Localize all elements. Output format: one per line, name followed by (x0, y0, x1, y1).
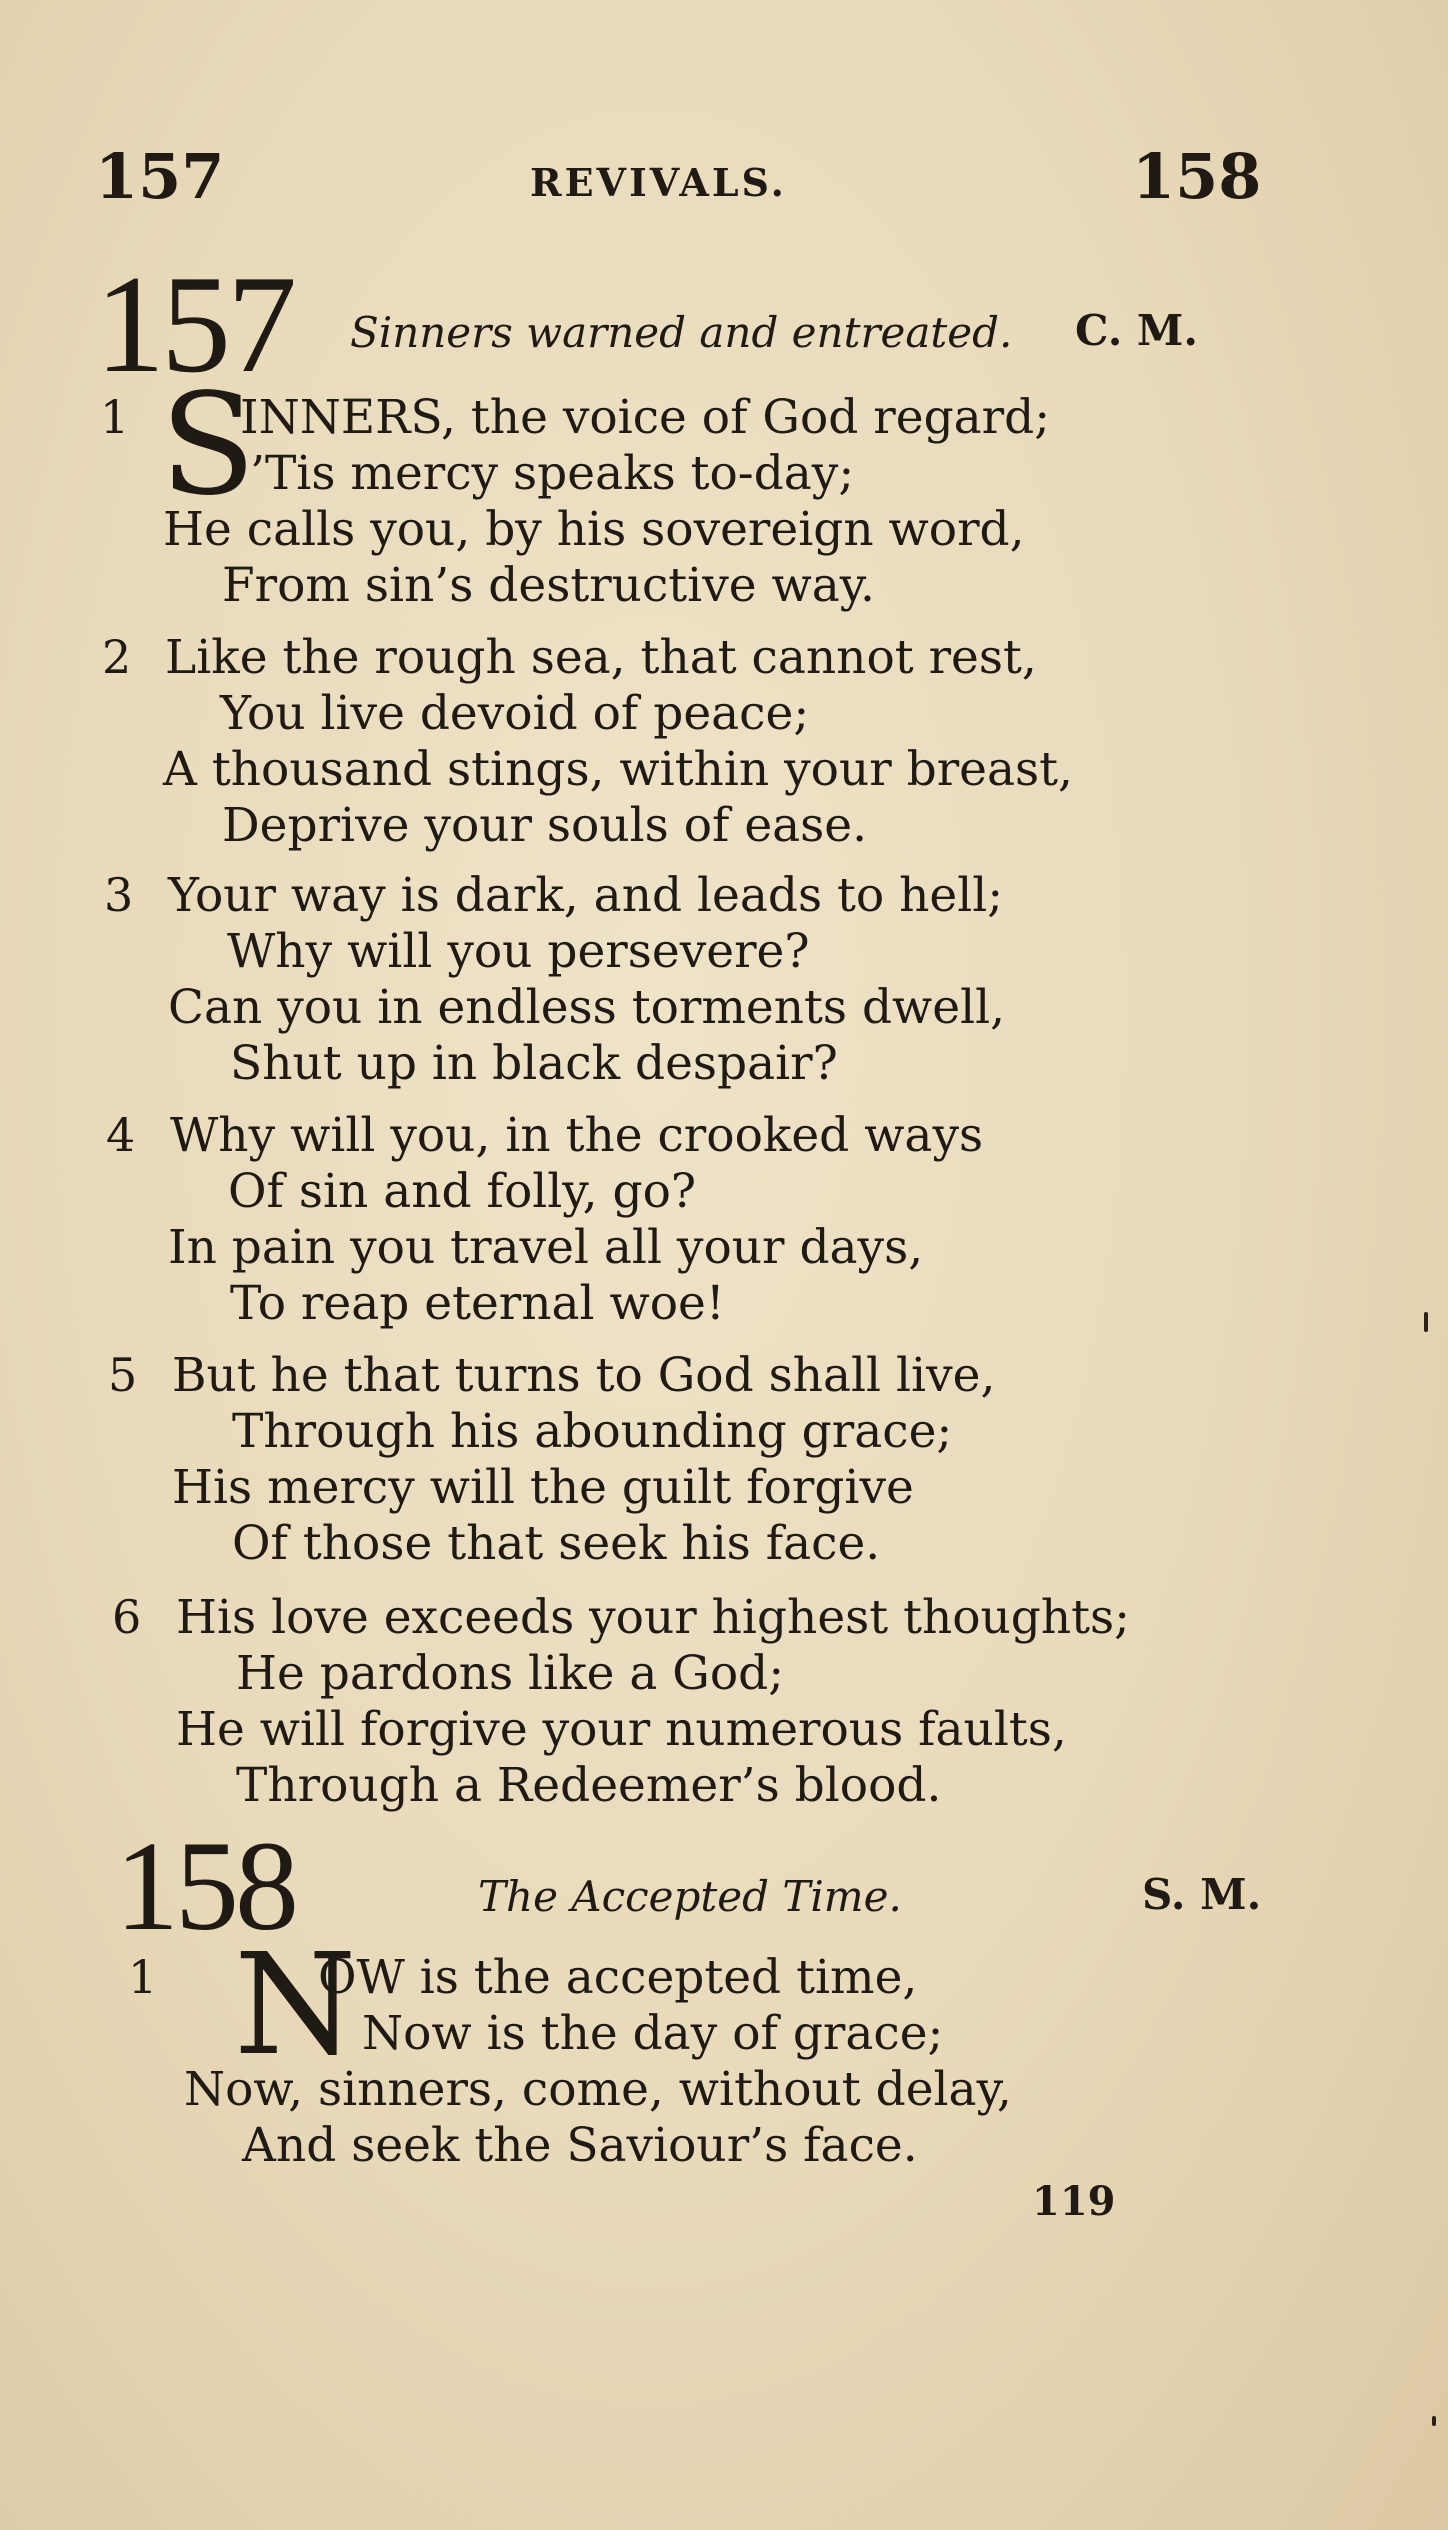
verse-number: 3 (104, 868, 134, 922)
verse-line: In pain you travel all your days, (168, 1220, 924, 1275)
running-head-right-number: 158 (1132, 140, 1262, 213)
hymn-number: 158 (115, 1815, 295, 1957)
hymn-title: Sinners warned and entreated. (350, 308, 1013, 357)
print-speck (1424, 1312, 1428, 1332)
verse-line: Through a Redeemer’s blood. (236, 1758, 942, 1813)
verse-line: Your way is dark, and leads to hell; (168, 868, 1004, 923)
drop-cap: N (234, 1924, 357, 2087)
verse-line: Why will you, in the crooked ways (170, 1108, 984, 1163)
hymn-number: 157 (95, 247, 293, 402)
verse-line: He will forgive your numerous faults, (176, 1702, 1067, 1757)
verse-number: 5 (108, 1348, 138, 1402)
verse-line: Why will you persevere? (227, 924, 810, 979)
print-speck (1432, 2416, 1436, 2426)
verse-line: His love exceeds your highest thoughts; (176, 1590, 1130, 1645)
verse-line: ’Tis mercy speaks to-day; (250, 446, 855, 501)
hymn-meter: S. M. (1142, 1870, 1262, 1919)
verse-line: Through his abounding grace; (232, 1404, 953, 1459)
verse-line: Like the rough sea, that cannot rest, (165, 630, 1037, 685)
verse-line: Now, sinners, come, without delay, (184, 2062, 1012, 2117)
verse-line: Of those that seek his face. (232, 1516, 881, 1571)
drop-cap: S (160, 364, 256, 527)
verse-number: 1 (100, 390, 130, 444)
verse-line: Can you in endless torments dwell, (168, 980, 1006, 1035)
verse-line: Now is the day of grace; (362, 2006, 944, 2061)
verse-line: Of sin and folly, go? (228, 1164, 697, 1219)
verse-line: OW is the accepted time, (318, 1950, 918, 2005)
verse-line: Shut up in black despair? (230, 1036, 838, 1091)
hymn-meter: C. M. (1075, 306, 1199, 355)
running-head-title: REVIVALS. (530, 160, 787, 205)
verse-number: 2 (102, 630, 132, 684)
verse-line: Deprive your souls of ease. (222, 798, 868, 853)
verse-line: He calls you, by his sovereign word, (163, 502, 1025, 557)
verse-line: INNERS, the voice of God regard; (240, 390, 1051, 445)
verse-line: A thousand stings, within your breast, (163, 742, 1073, 797)
verse-line: And seek the Saviour’s face. (242, 2118, 918, 2173)
verse-line: From sin’s destructive way. (222, 558, 875, 613)
verse-line: But he that turns to God shall live, (172, 1348, 996, 1403)
page-folio: 119 (1032, 2178, 1116, 2225)
running-head-left-number: 157 (95, 140, 225, 213)
verse-line: He pardons like a God; (236, 1646, 785, 1701)
verse-number: 4 (106, 1108, 136, 1162)
verse-number: 6 (112, 1590, 142, 1644)
hymn-title: The Accepted Time. (478, 1872, 902, 1921)
verse-line: His mercy will the guilt forgive (172, 1460, 914, 1515)
verse-line: To reap eternal woe! (230, 1276, 725, 1331)
verse-number: 1 (128, 1950, 158, 2004)
verse-line: You live devoid of peace; (220, 686, 810, 741)
